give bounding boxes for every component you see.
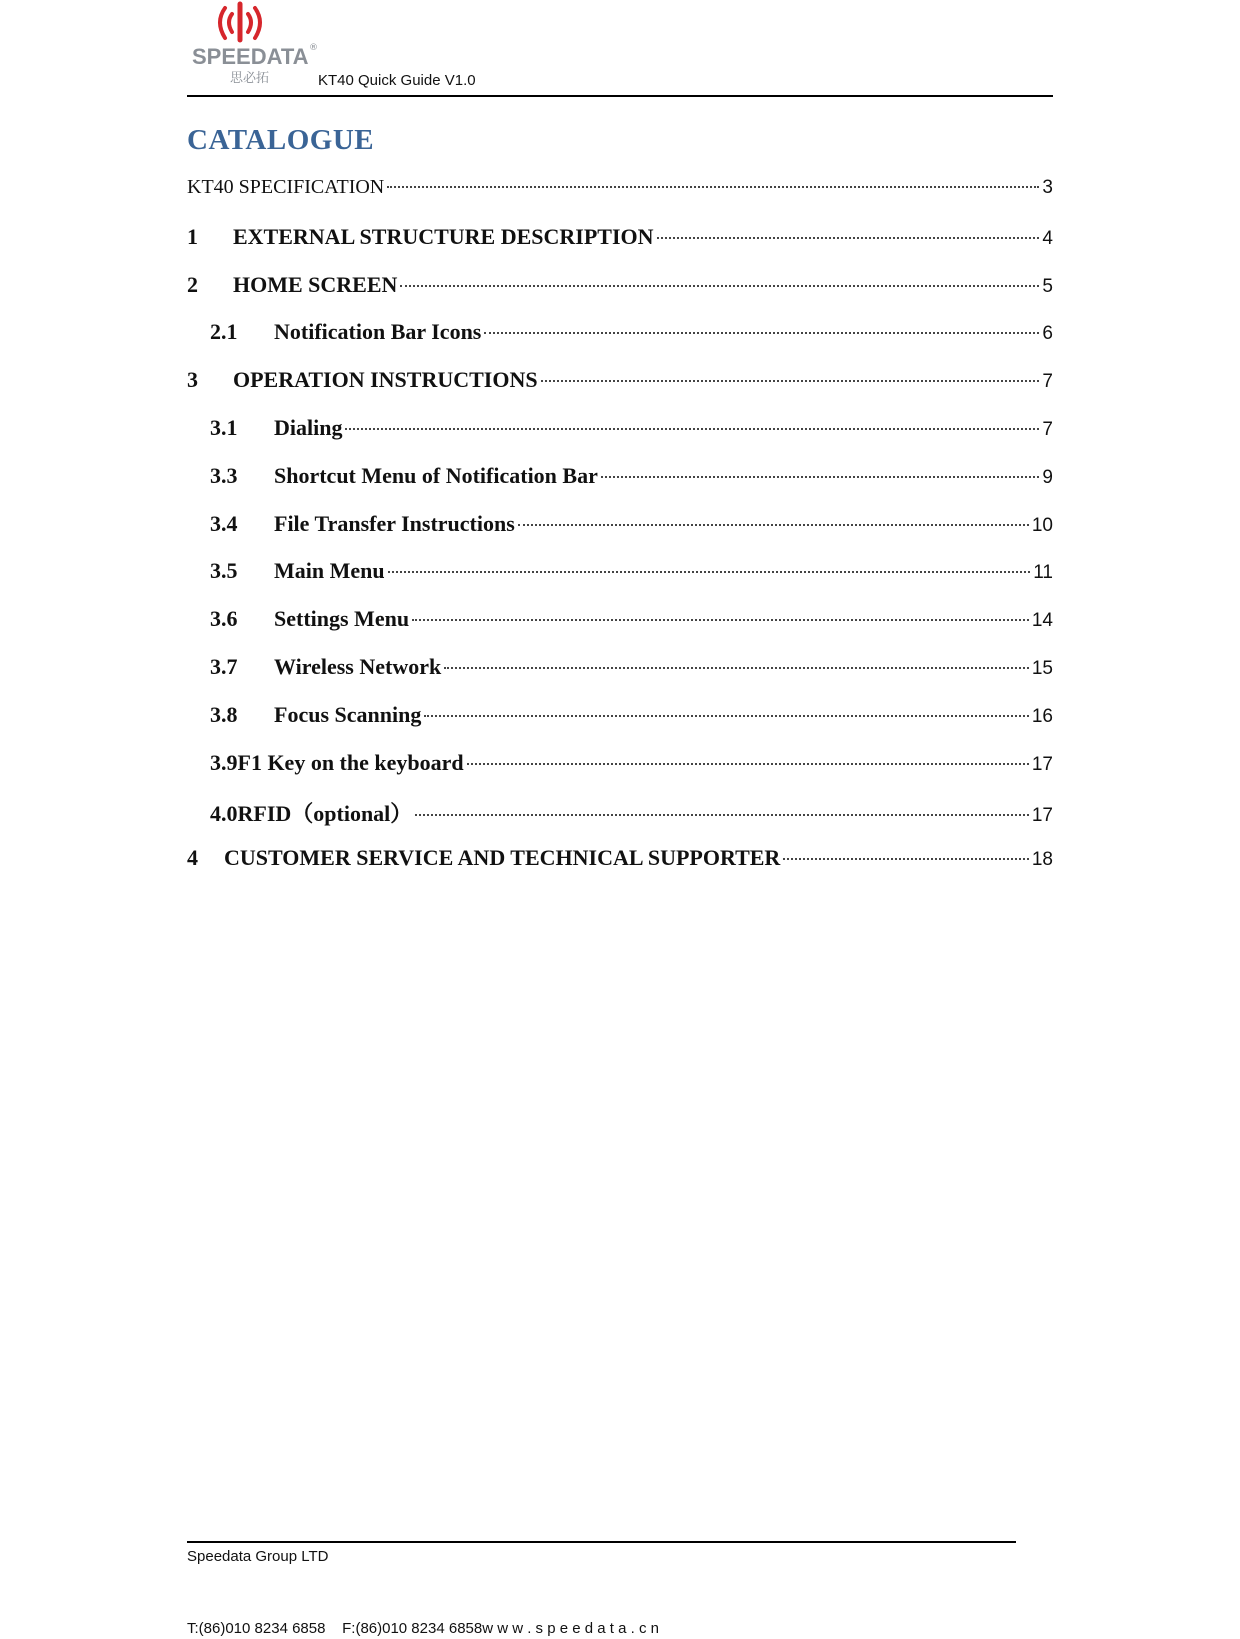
dot-leader: [412, 619, 1029, 621]
toc-page-number: 16: [1031, 705, 1053, 727]
toc-page-number: 18: [1031, 849, 1053, 871]
dot-leader: [424, 715, 1029, 717]
toc-entry-title: File Transfer Instructions: [274, 510, 515, 536]
toc-page-number: 17: [1031, 805, 1053, 827]
document-title: KT40 Quick Guide V1.0: [318, 72, 476, 89]
toc-entry[interactable]: [187, 558, 1053, 606]
toc-entry-number: 3: [187, 367, 198, 393]
toc-entry-number: 4: [187, 845, 198, 871]
header-divider: [187, 95, 1053, 97]
toc-entry[interactable]: [187, 224, 1053, 272]
toc-entry[interactable]: [187, 463, 1053, 511]
toc-entry-title: 3.9F1 Key on the keyboard: [210, 749, 464, 775]
toc-entry[interactable]: [187, 606, 1053, 654]
toc-page-number: 10: [1031, 514, 1053, 536]
footer-divider: [187, 1541, 1016, 1543]
toc-entry-number: 3.6: [210, 606, 238, 632]
dot-leader: [484, 332, 1039, 334]
toc-page-number: 11: [1033, 562, 1053, 584]
toc-entry-title: Settings Menu: [274, 606, 410, 632]
toc-entry[interactable]: [187, 750, 1053, 798]
dot-leader: [518, 524, 1029, 526]
toc-entry[interactable]: [187, 272, 1053, 320]
toc-entry-title: OPERATION INSTRUCTIONS: [233, 367, 538, 393]
toc-page-number: 6: [1042, 323, 1053, 345]
toc-entry-title: Focus Scanning: [274, 701, 422, 727]
toc-entry-title: HOME SCREEN: [233, 271, 398, 297]
toc-entry[interactable]: [187, 845, 1053, 893]
logo-text: SPEEDATA: [192, 44, 309, 69]
toc-entry[interactable]: [187, 702, 1053, 750]
toc-entry-number: 3.3: [210, 462, 238, 488]
toc-page-number: 7: [1042, 371, 1053, 393]
toc-entry-title: Notification Bar Icons: [274, 319, 482, 345]
toc-entry-number: 2: [187, 271, 198, 297]
toc-page-number: 17: [1031, 753, 1053, 775]
dot-leader: [657, 237, 1040, 239]
toc-entry[interactable]: [187, 367, 1053, 415]
dot-leader: [345, 428, 1039, 430]
toc-page-number: 3: [1042, 177, 1053, 198]
toc-page-number: 4: [1042, 227, 1053, 249]
toc-page-number: 5: [1042, 275, 1053, 297]
toc-entry-title: Main Menu: [274, 558, 385, 584]
toc-entry-number: 2.1: [210, 319, 238, 345]
dot-leader: [388, 571, 1031, 573]
toc-page-number: 9: [1042, 466, 1053, 488]
toc-entry-title: Dialing: [274, 414, 343, 440]
dot-leader: [467, 763, 1029, 765]
toc-entry[interactable]: [187, 415, 1053, 463]
toc-page-number: 14: [1031, 610, 1053, 632]
signal-waves-icon: [220, 4, 260, 40]
dot-leader: [783, 858, 1029, 860]
toc-entry[interactable]: [187, 511, 1053, 559]
toc-entry[interactable]: [187, 654, 1053, 702]
logo-chinese-text: 思必拓: [230, 71, 270, 86]
toc-entry-title: Shortcut Menu of Notification Bar: [274, 462, 598, 488]
toc-entry-title: CUSTOMER SERVICE AND TECHNICAL SUPPORTER: [224, 845, 781, 871]
toc-entry-title: 4.0RFID（optional）: [210, 801, 413, 827]
toc-page-number: 15: [1031, 657, 1053, 679]
toc-entry-number: 1: [187, 223, 198, 249]
toc-entry-title: EXTERNAL STRUCTURE DESCRIPTION: [233, 223, 654, 249]
toc-entry[interactable]: [187, 797, 1053, 845]
table-of-contents: [187, 176, 1053, 893]
toc-entry[interactable]: [187, 319, 1053, 367]
toc-entry-title: KT40 SPECIFICATION: [187, 176, 385, 198]
toc-entry-title: Wireless Network: [274, 653, 442, 679]
toc-page-number: 7: [1042, 418, 1053, 440]
footer-company: Speedata Group LTD: [187, 1548, 329, 1565]
speedata-logo: [188, 0, 320, 90]
registered-mark: ®: [309, 43, 318, 53]
toc-entry-number: 3.5: [210, 558, 238, 584]
dot-leader: [415, 814, 1029, 816]
dot-leader: [444, 667, 1029, 669]
footer-contact: T:(86)010 8234 6858 F:(86)010 8234 6858w w w . s p e e d a t a . c n: [187, 1620, 659, 1637]
toc-entry-number: 3.8: [210, 701, 238, 727]
toc-entry-number: 3.1: [210, 414, 238, 440]
toc-entry[interactable]: [187, 176, 1053, 224]
dot-leader: [400, 285, 1039, 287]
dot-leader: [387, 186, 1039, 188]
dot-leader: [601, 476, 1040, 478]
dot-leader: [541, 380, 1040, 382]
toc-entry-number: 3.7: [210, 653, 238, 679]
toc-entry-number: 3.4: [210, 510, 238, 536]
toc-heading: CATALOGUE: [187, 124, 375, 156]
